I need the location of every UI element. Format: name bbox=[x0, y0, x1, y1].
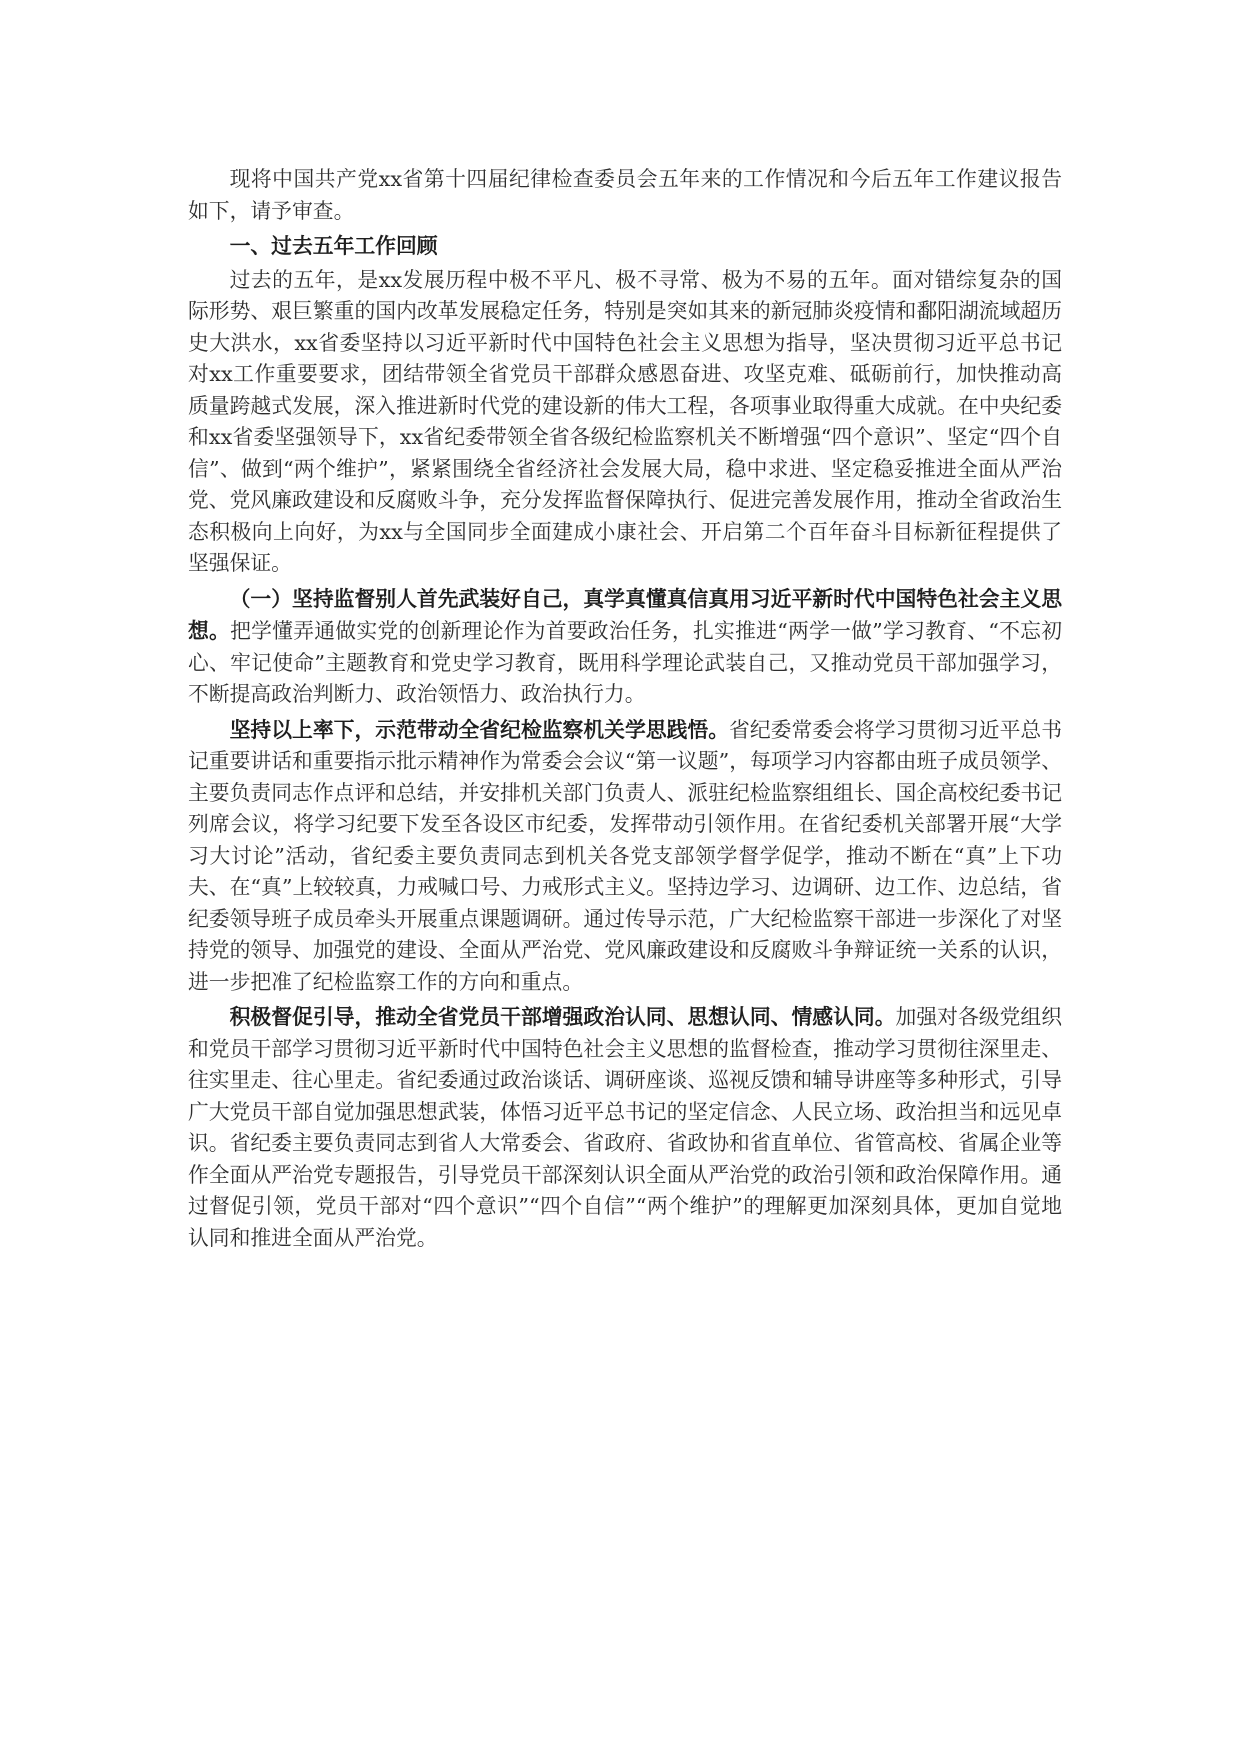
point-2-body: 省纪委常委会将学习贯彻习近平总书记重要讲话和重要指示批示精神作为常委会会议“第一议题”，每项学习内容都由班子成员领学、主要负责同志作点评和总结，并安排机关部门负责人、派驻纪检监察组组长、国企高校纪委书记列席会议，将学习纪要下发至各设区市纪委，发挥带动引领作用。在省纪委机关部署开展“大学习大讨论”活动，省纪委主要负责同志到机关各党支部领学督学促学，推动不断在“真”上下功夫、在“真”上较较真，力戒喊口号、力戒形式主义。坚持边学习、边调研、边工作、边总结，省纪委领导班子成员牵头开展重点课题调研。通过传导示范，广大纪检监察干部进一步深化了对坚持党的领导、加强党的建设、全面从严治党、党风廉政建设和反腐败斗争辩证统一关系的认识，进一步把准了纪检监察工作的方向和重点。 bbox=[188, 717, 1062, 994]
review-paragraph: 过去的五年，是xx发展历程中极不平凡、极不寻常、极为不易的五年。面对错综复杂的国际形势、艰巨繁重的国内改革发展稳定任务，特别是突如其来的新冠肺炎疫情和鄱阳湖流域超历史大洪水，xx省委坚持以习近平新时代中国特色社会主义思想为指导，坚决贯彻习近平总书记对xx工作重要要求，团结带领全省党员干部群众感恩奋进、攻坚克难、砥砺前行，加快推动高质量跨越式发展，深入推进新时代党的建设新的伟大工程，各项事业取得重大成就。在中央纪委和xx省委坚强领导下，xx省纪委带领全省各级纪检监察机关不断增强“四个意识”、坚定“四个自信”、做到“两个维护”，紧紧围绕全省经济社会发展大局，稳中求进、坚定稳妥推进全面从严治党、党风廉政建设和反腐败斗争，充分发挥监督保障执行、促进完善发展作用，推动全省政治生态积极向上向好，为xx与全国同步全面建成小康社会、开启第二个百年奋斗目标新征程提供了坚强保证。 bbox=[188, 267, 1062, 575]
point-1-lead: （一）坚持监督别人首先武装好自己，真学真懂真信真用习近平新时代中国特色社会主义思想。 bbox=[188, 585, 1062, 643]
section-heading: 一、过去五年工作回顾 bbox=[229, 233, 438, 258]
point-1-paragraph bbox=[188, 583, 1062, 711]
intro-paragraph: 现将中国共产党xx省第十四届纪律检查委员会五年来的工作情况和今后五年工作建议报告如下，请予审查。 bbox=[188, 167, 1062, 223]
point-3-body: 加强对各级党组织和党员干部学习贯彻习近平新时代中国特色社会主义思想的监督检查，推动学习贯彻往深里走、往实里走、往心里走。省纪委通过政治谈话、调研座谈、巡视反馈和辅导讲座等多种形式，引导广大党员干部自觉加强思想武装，体悟习近平总书记的坚定信念、人民立场、政治担当和远见卓识。省纪委主要负责同志到省人大常委会、省政府、省政协和省直单位、省管高校、省属企业等作全面从严治党专题报告，引导党员干部深刻认识全面从严治党的政治引领和政治保障作用。通过督促引领，党员干部对“四个意识”“四个自信”“两个维护”的理解更加深刻具体，更加自觉地认同和推进全面从严治党。 bbox=[188, 1005, 1063, 1250]
point-3-lead: 积极督促引导，推动全省党员干部增强政治认同、思想认同、情感认同。 bbox=[229, 1004, 896, 1029]
point-3-paragraph bbox=[188, 1001, 1062, 1254]
point-2-lead: 坚持以上率下，示范带动全省纪检监察机关学思践悟。 bbox=[229, 716, 730, 742]
point-2-paragraph bbox=[188, 714, 1062, 999]
point-1-body: 把学懂弄通做实党的创新理论作为首要政治任务，扎实推进“两学一做”学习教育、“不忘初心、牢记使命”主题教育和党史学习教育，既用科学理论武装自己，又推动党员干部加强学习，不断提高政治判断力、政治领悟力、政治执行力。 bbox=[188, 619, 1062, 706]
document-page bbox=[188, 164, 1062, 1255]
